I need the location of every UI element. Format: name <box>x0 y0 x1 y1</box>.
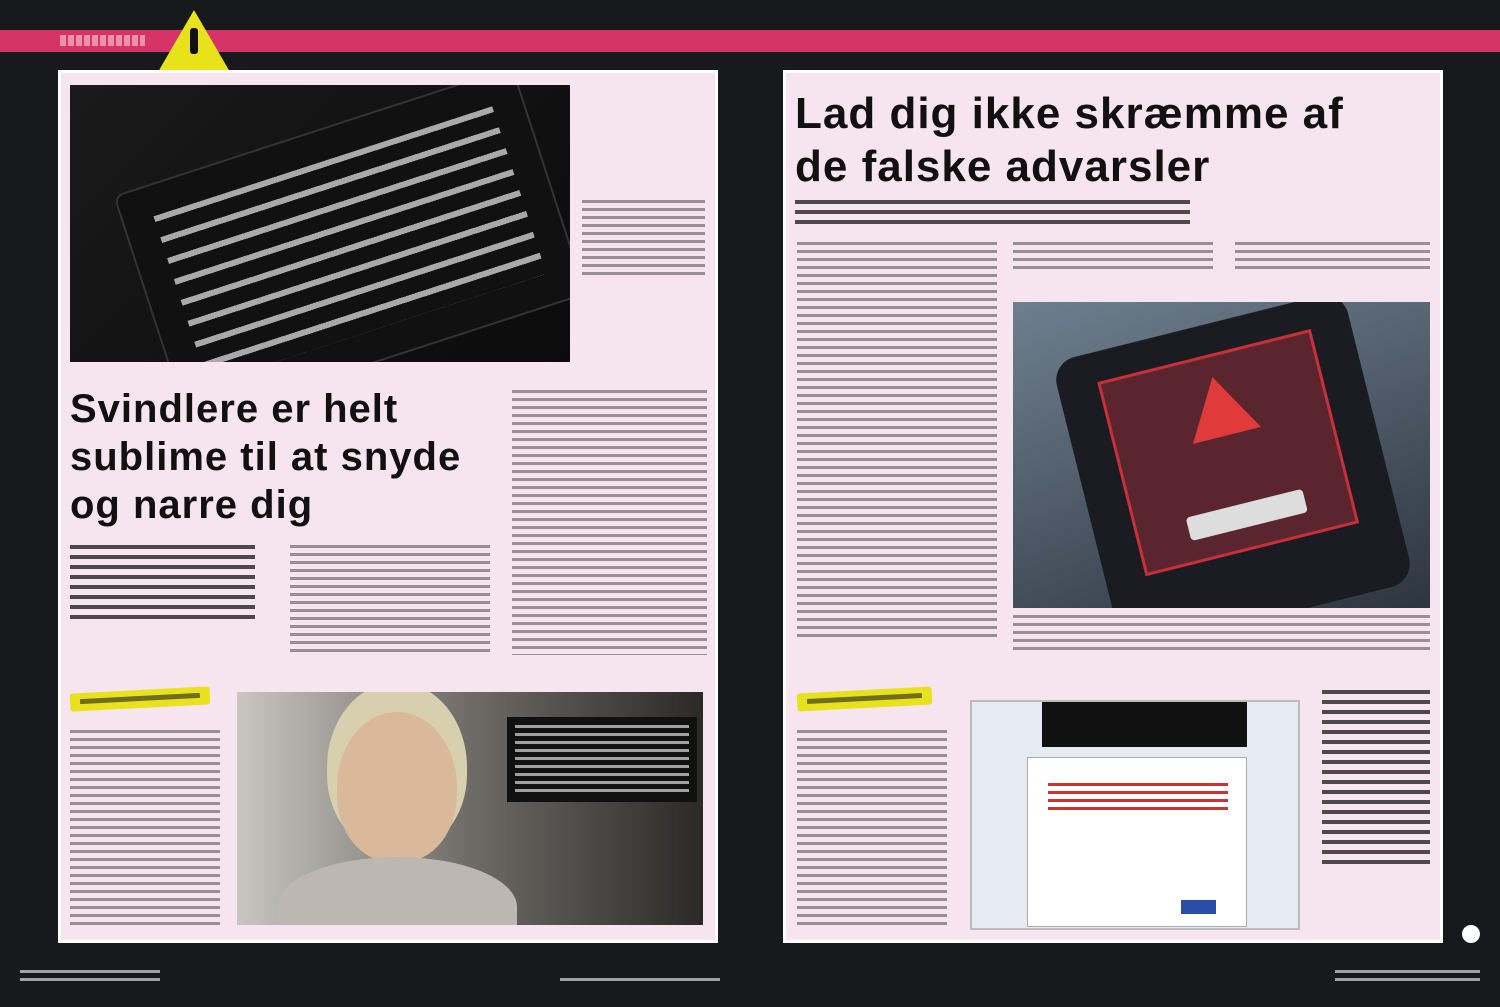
page-dot <box>1462 925 1480 943</box>
photo-caption <box>582 200 705 280</box>
photo-caption <box>1013 615 1430 653</box>
subheadline <box>795 200 1190 228</box>
box-text <box>70 730 220 925</box>
woman-on-phone-photo <box>237 692 703 925</box>
body-column <box>1013 242 1213 272</box>
body-column <box>290 545 490 655</box>
box-text <box>797 730 947 925</box>
right-footer <box>1335 970 1480 985</box>
body-column <box>512 390 707 655</box>
footer-text <box>560 978 720 986</box>
fake-warning-phone-photo <box>1013 302 1430 608</box>
warning-icon <box>158 10 230 72</box>
left-footer <box>20 970 160 985</box>
body-column <box>1235 242 1430 272</box>
phone-notification-photo <box>70 85 570 362</box>
intro-text <box>70 545 255 625</box>
left-headline: Svindlere er helt sublime til at snyde og narre dig <box>70 387 462 527</box>
side-caption <box>1322 690 1430 870</box>
right-headline: Lad dig ikke skræmme af de falske advarsler <box>795 89 1344 191</box>
section-tag <box>60 35 145 46</box>
fake-alert-screenshot <box>970 700 1300 930</box>
body-column <box>797 242 997 642</box>
